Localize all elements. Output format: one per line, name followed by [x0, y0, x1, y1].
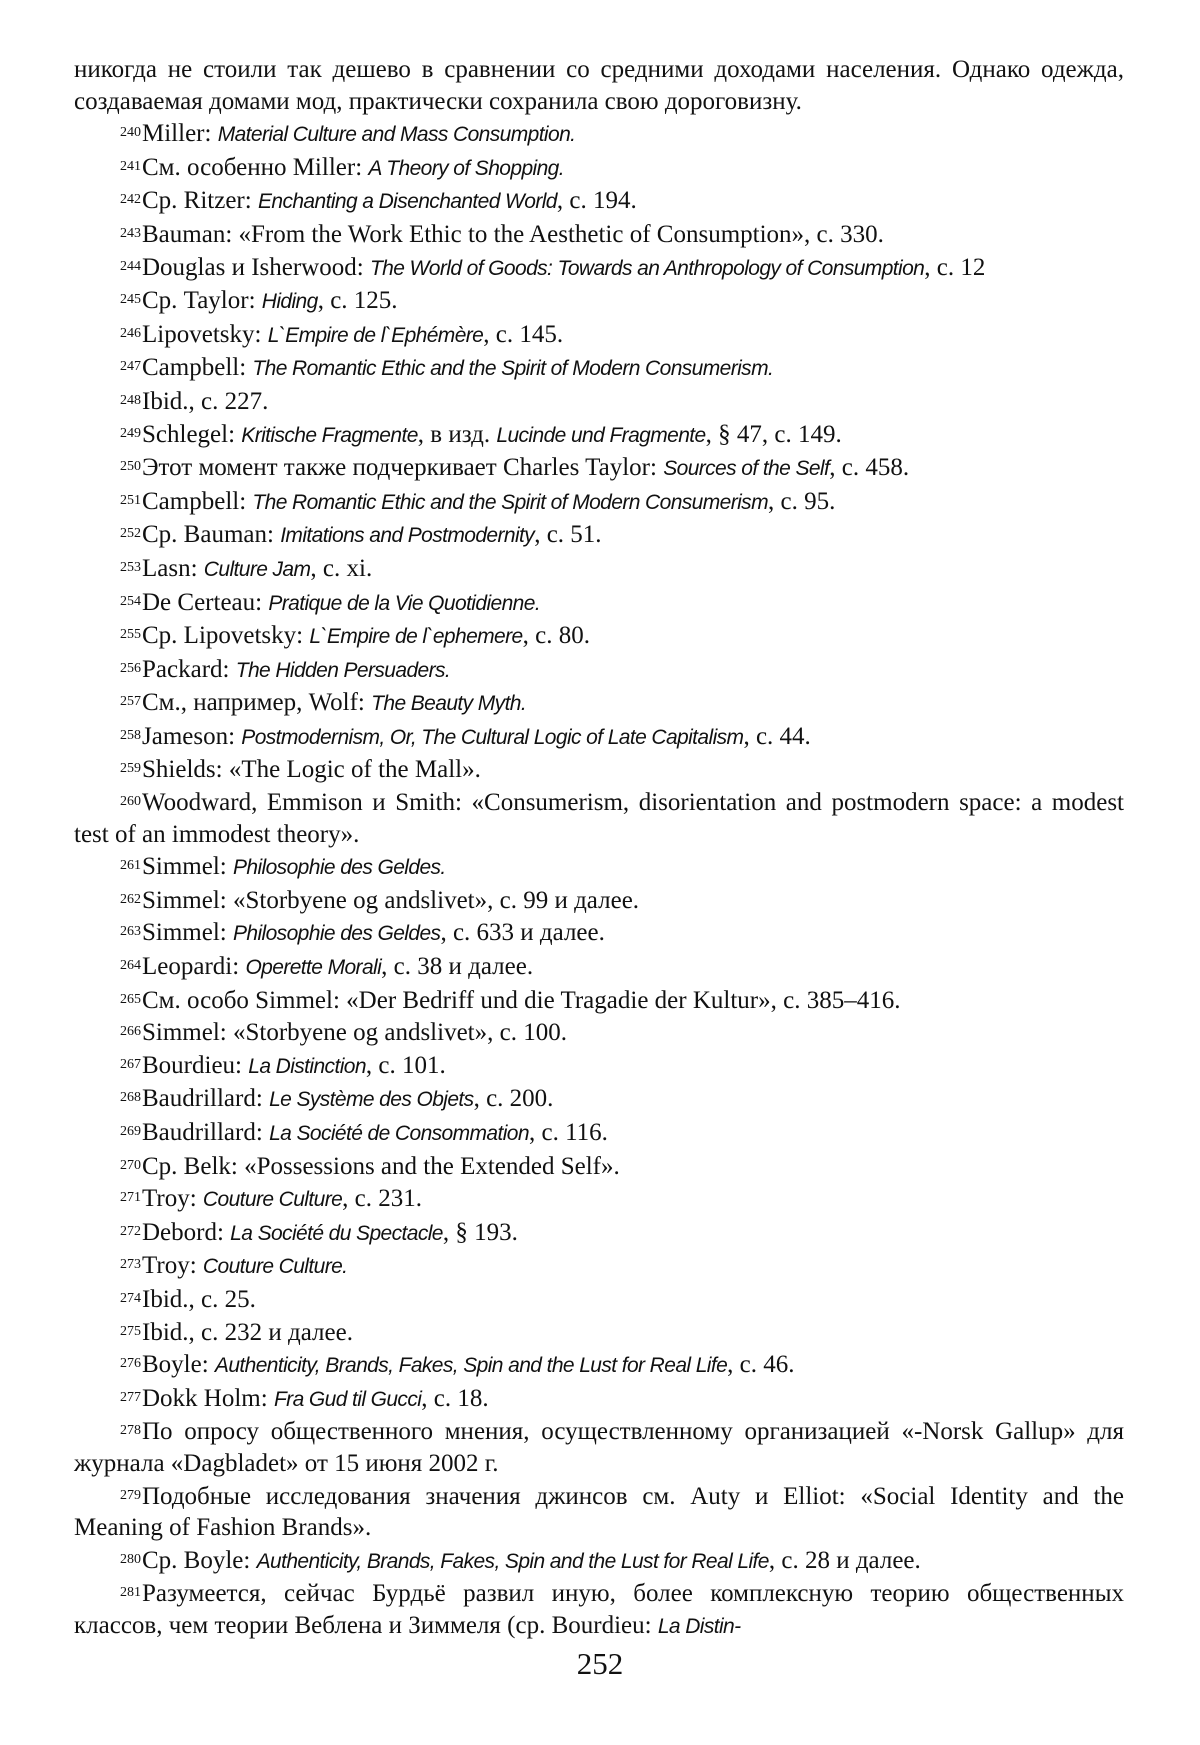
- footnote-number: 275: [120, 1323, 141, 1339]
- footnote-title: The Romantic Ethic and the Spirit of Modern Consumerism: [252, 490, 768, 514]
- footnote-text: Этот момент также подчеркивает Charles Taylor:: [142, 454, 664, 482]
- footnote-text: Simmel:: [142, 853, 233, 881]
- footnote-262: [74, 884, 1124, 917]
- footnote-text: Ср. Bauman:: [142, 521, 281, 549]
- footnote-242: [74, 184, 1124, 218]
- footnote-text: См. особенно Miller:: [142, 153, 369, 181]
- footnote-272: [74, 1216, 1124, 1250]
- footnote-number: 251: [120, 492, 141, 508]
- footnote-number: 240: [120, 125, 141, 141]
- footnote-title: The Hidden Persuaders.: [235, 658, 451, 682]
- footnote-279: [74, 1480, 1124, 1544]
- footnote-number: 276: [120, 1356, 141, 1372]
- footnote-text: , с. 18.: [421, 1384, 489, 1412]
- footnote-text: Baudrillard:: [142, 1085, 270, 1113]
- page-body: [74, 54, 1124, 1643]
- footnote-text: По опросу общественного мнения, осуществленному организацией «-Norsk Gallup» для журнала «Dagbladet» от 15 июня 2002 г.: [74, 1418, 1124, 1477]
- footnote-text: Ср. Belk: «Possessions and the Extended Self».: [142, 1152, 620, 1180]
- footnote-text: Miller:: [142, 120, 218, 148]
- footnote-275: [74, 1316, 1124, 1349]
- footnote-text: , с. 633 и далее.: [440, 919, 605, 947]
- footnote-title: La Société de Consommation: [269, 1122, 529, 1145]
- footnote-252: [74, 518, 1124, 552]
- footnote-text: Campbell:: [142, 487, 253, 515]
- footnote-number: 280: [120, 1551, 141, 1567]
- footnote-title: La Distin-: [657, 1614, 741, 1638]
- footnote-266: [74, 1016, 1124, 1049]
- footnote-text: Schlegel:: [142, 420, 242, 448]
- footnote-274: [74, 1283, 1124, 1316]
- footnote-text: Lasn:: [142, 554, 204, 582]
- footnote-text: , § 193.: [442, 1218, 518, 1246]
- footnote-number: 272: [120, 1223, 141, 1239]
- footnote-title: L`Empire de l`Ephémère: [267, 323, 484, 347]
- footnote-text: , § 47, с. 149.: [705, 420, 842, 448]
- footnote-title: The Beauty Myth.: [371, 692, 527, 716]
- footnotes-list: [74, 117, 1124, 1642]
- footnote-text: , с. 51.: [534, 521, 602, 549]
- footnote-248: [74, 385, 1124, 418]
- footnote-261: [74, 850, 1124, 884]
- footnote-244: [74, 251, 1124, 285]
- footnote-number: 281: [120, 1585, 141, 1601]
- footnote-258: [74, 720, 1124, 754]
- footnote-text: Подобные исследования значения джинсов см. Auty и Elliot: «Social Identity and the Meaning of Fashion Brands».: [74, 1482, 1124, 1542]
- footnote-text: См., например, Wolf:: [142, 689, 372, 717]
- footnote-text: Leopardi:: [142, 953, 246, 981]
- footnote-text: Simmel: «Storbyene og andslivet», с. 100.: [142, 1019, 567, 1047]
- footnote-text: , с. 145.: [483, 320, 564, 348]
- footnote-text: , с. 12: [924, 253, 986, 281]
- footnote-251: [74, 485, 1124, 519]
- footnote-number: 253: [120, 559, 141, 575]
- footnote-text: , с. 116.: [528, 1119, 608, 1146]
- footnote-number: 260: [120, 794, 141, 810]
- footnote-text: См. особо Simmel: «Der Bedriff und die Tragadie der Kultur», с. 385–416.: [142, 986, 901, 1014]
- footnote-text: , с. 194.: [556, 187, 637, 215]
- footnote-text: Shields: «The Logic of the Mall».: [142, 756, 481, 784]
- footnote-title: Hiding: [261, 290, 318, 314]
- footnote-267: [74, 1049, 1124, 1083]
- footnote-text: Troy:: [142, 1185, 203, 1213]
- footnote-number: 278: [120, 1423, 141, 1439]
- footnote-text: Ibid., с. 227.: [142, 387, 269, 415]
- footnote-241: [74, 151, 1124, 185]
- footnote-245: [74, 284, 1124, 318]
- page-number: 252: [576, 1646, 624, 1681]
- footnote-number: 257: [120, 694, 141, 710]
- footnote-269: [74, 1116, 1124, 1150]
- footnote-text: Douglas и Isherwood:: [142, 253, 370, 281]
- footnote-number: 248: [120, 392, 141, 408]
- footnote-title: Couture Culture.: [202, 1255, 348, 1279]
- footnote-number: 256: [120, 660, 141, 676]
- footnote-text: Разумеется, сейчас Бурдьё развил иную, более комплексную теорию общественных классов, чем теории Веблена и Зиммеля (ср. Bourdieu:: [74, 1580, 1124, 1639]
- footnote-title: Culture Jam: [203, 557, 311, 581]
- footnote-title: Imitations and Postmodernity: [280, 524, 535, 548]
- footnote-number: 274: [120, 1290, 141, 1306]
- footnote-text: , с. 46.: [727, 1351, 795, 1379]
- footnote-263: [74, 916, 1124, 950]
- footnote-278: [74, 1415, 1124, 1479]
- footnote-text: Ср. Boyle:: [142, 1546, 257, 1574]
- footnote-number: 271: [120, 1190, 141, 1206]
- footnote-number: 250: [120, 459, 141, 475]
- footnote-number: 279: [120, 1487, 141, 1503]
- footnote-text: Simmel:: [142, 919, 233, 947]
- footnote-260: [74, 786, 1124, 850]
- footnote-title: Operette Morali: [245, 956, 382, 980]
- footnote-text: Ibid., с. 232 и далее.: [142, 1318, 353, 1346]
- footnote-number: 255: [120, 627, 141, 643]
- footnote-text: Bourdieu:: [142, 1051, 249, 1079]
- footnote-247: [74, 351, 1124, 385]
- footnote-text: , с. 44.: [743, 722, 811, 750]
- footnote-title: The Romantic Ethic and the Spirit of Modern Consumerism.: [252, 357, 774, 381]
- footnote-title: Fra Gud til Gucci: [273, 1387, 422, 1411]
- footnote-text: De Certeau:: [142, 588, 269, 616]
- footnote-number: 241: [120, 158, 141, 174]
- footnote-text: , с. 231.: [342, 1185, 423, 1213]
- footnote-text: , с. 200.: [473, 1085, 554, 1113]
- footnote-257: [74, 686, 1124, 720]
- footnote-text: Woodward, Emmison и Smith: «Consumerism, disorientation and postmodern space: a modest test of an immodest theory».: [74, 789, 1124, 848]
- footnote-number: 244: [120, 258, 141, 274]
- footnote-text: Campbell:: [142, 354, 253, 382]
- footnote-number: 261: [120, 858, 141, 874]
- footnote-text: , с. 458.: [829, 454, 910, 482]
- footnote-text: Bauman: «From the Work Ethic to the Aesthetic of Consumption», с. 330.: [142, 220, 884, 248]
- footnote-title: Material Culture and Mass Consumption.: [217, 123, 576, 147]
- footnote-number: 268: [120, 1090, 141, 1106]
- footnote-number: 270: [120, 1157, 141, 1173]
- footnote-text: , с. 38 и далее.: [381, 953, 534, 981]
- footnote-text: , в изд.: [417, 420, 497, 448]
- footnote-number: 254: [120, 593, 141, 609]
- footnote-number: 277: [120, 1389, 141, 1405]
- footnote-268: [74, 1082, 1124, 1116]
- footnote-number: 269: [120, 1124, 141, 1139]
- footnote-text: Debord:: [142, 1218, 231, 1246]
- footnote-text: Baudrillard:: [142, 1119, 270, 1146]
- footnote-text: Packard:: [142, 655, 236, 683]
- footnote-number: 245: [120, 292, 141, 308]
- intro-paragraph: никогда не стоили так дешево в сравнении со средними доходами населения. Однако одежда, создаваемая домами мод, практически сохранила свою дороговизну.: [74, 56, 1124, 115]
- footnote-text: , с. xi.: [310, 554, 373, 582]
- footnote-title: A Theory of Shopping.: [368, 156, 564, 180]
- footnote-text: Lipovetsky:: [142, 320, 268, 348]
- footnote-text: , с. 80.: [522, 622, 590, 650]
- footnote-number: 262: [120, 891, 141, 907]
- footnote-number: 266: [120, 1024, 141, 1040]
- footnote-number: 258: [120, 727, 141, 743]
- footnote-text: Jameson:: [142, 722, 242, 750]
- footnote-title: L`Empire de l`ephemere: [309, 625, 523, 649]
- footnote-number: 263: [120, 924, 141, 940]
- footnote-256: [74, 653, 1124, 687]
- footnote-title: Lucinde und Fragmente: [496, 423, 706, 447]
- footnote-text: Ср. Lipovetsky:: [142, 622, 310, 650]
- footnote-text: , с. 101.: [365, 1051, 446, 1079]
- footnote-text: Boyle:: [142, 1351, 215, 1379]
- footnote-title: La Société du Spectacle: [230, 1221, 443, 1245]
- footnote-number: 246: [120, 325, 141, 341]
- footnote-250: [74, 451, 1124, 485]
- footnote-text: , с. 125.: [317, 287, 398, 315]
- footnote-number: 252: [120, 526, 141, 542]
- footnote-240: [74, 117, 1124, 151]
- footnote-text: Ср. Ritzer:: [142, 187, 258, 215]
- footnote-243: [74, 218, 1124, 251]
- footnote-255: [74, 619, 1124, 653]
- footnote-265: [74, 984, 1124, 1017]
- footnote-text: , с. 28 и далее.: [768, 1546, 921, 1574]
- footnote-253: [74, 552, 1124, 586]
- footnote-title: Couture Culture: [202, 1188, 343, 1212]
- footnote-number: 243: [120, 225, 141, 241]
- footnote-title: Authenticity, Brands, Fakes, Spin and the Lust for Real Life: [256, 1549, 769, 1573]
- footnote-title: Sources of the Self: [663, 457, 830, 481]
- footnote-259: [74, 753, 1124, 786]
- footnote-text: Dokk Holm:: [142, 1384, 274, 1412]
- footnote-title: Pratique de la Vie Quotidienne.: [268, 591, 541, 615]
- footnote-246: [74, 318, 1124, 352]
- footnote-273: [74, 1249, 1124, 1283]
- footnote-276: [74, 1348, 1124, 1382]
- footnote-281: [74, 1577, 1124, 1642]
- footnote-number: 247: [120, 359, 141, 375]
- footnote-270: [74, 1150, 1124, 1183]
- footnote-280: [74, 1544, 1124, 1578]
- footnote-number: 264: [120, 958, 141, 974]
- footnote-264: [74, 950, 1124, 984]
- footnote-title: Le Système des Objets: [269, 1088, 474, 1112]
- footnote-254: [74, 586, 1124, 620]
- footnote-title: Philosophie des Geldes.: [232, 856, 446, 880]
- footnote-number: 267: [120, 1056, 141, 1072]
- footnote-271: [74, 1182, 1124, 1216]
- footnote-number: 259: [120, 761, 141, 777]
- footnote-277: [74, 1382, 1124, 1416]
- footnote-title: La Distinction: [248, 1054, 366, 1078]
- footnote-text: , с. 95.: [767, 487, 836, 515]
- footnote-title: Enchanting a Disenchanted World: [257, 190, 557, 214]
- footnote-title: Postmodernism, Or, The Cultural Logic of Late Capitalism: [241, 725, 744, 749]
- footnote-number: 273: [120, 1257, 141, 1273]
- footnote-number: 242: [120, 192, 141, 208]
- footnote-number: 249: [120, 425, 141, 441]
- footnote-text: Ср. Taylor:: [142, 287, 262, 315]
- footnote-number: 265: [120, 991, 141, 1007]
- footnote-text: Troy:: [142, 1252, 203, 1280]
- footnote-title: Philosophie des Geldes: [232, 922, 441, 946]
- footnote-title: The World of Goods: Towards an Anthropology of Consumption: [369, 256, 925, 280]
- footnote-text: Simmel: «Storbyene og andslivet», с. 99 и далее.: [142, 886, 640, 914]
- footnote-text: Ibid., с. 25.: [142, 1285, 256, 1313]
- footnote-249: [74, 418, 1124, 452]
- footnote-title: Kritische Fragmente: [241, 423, 418, 447]
- footnote-title: Authenticity, Brands, Fakes, Spin and the Lust for Real Life: [214, 1354, 728, 1378]
